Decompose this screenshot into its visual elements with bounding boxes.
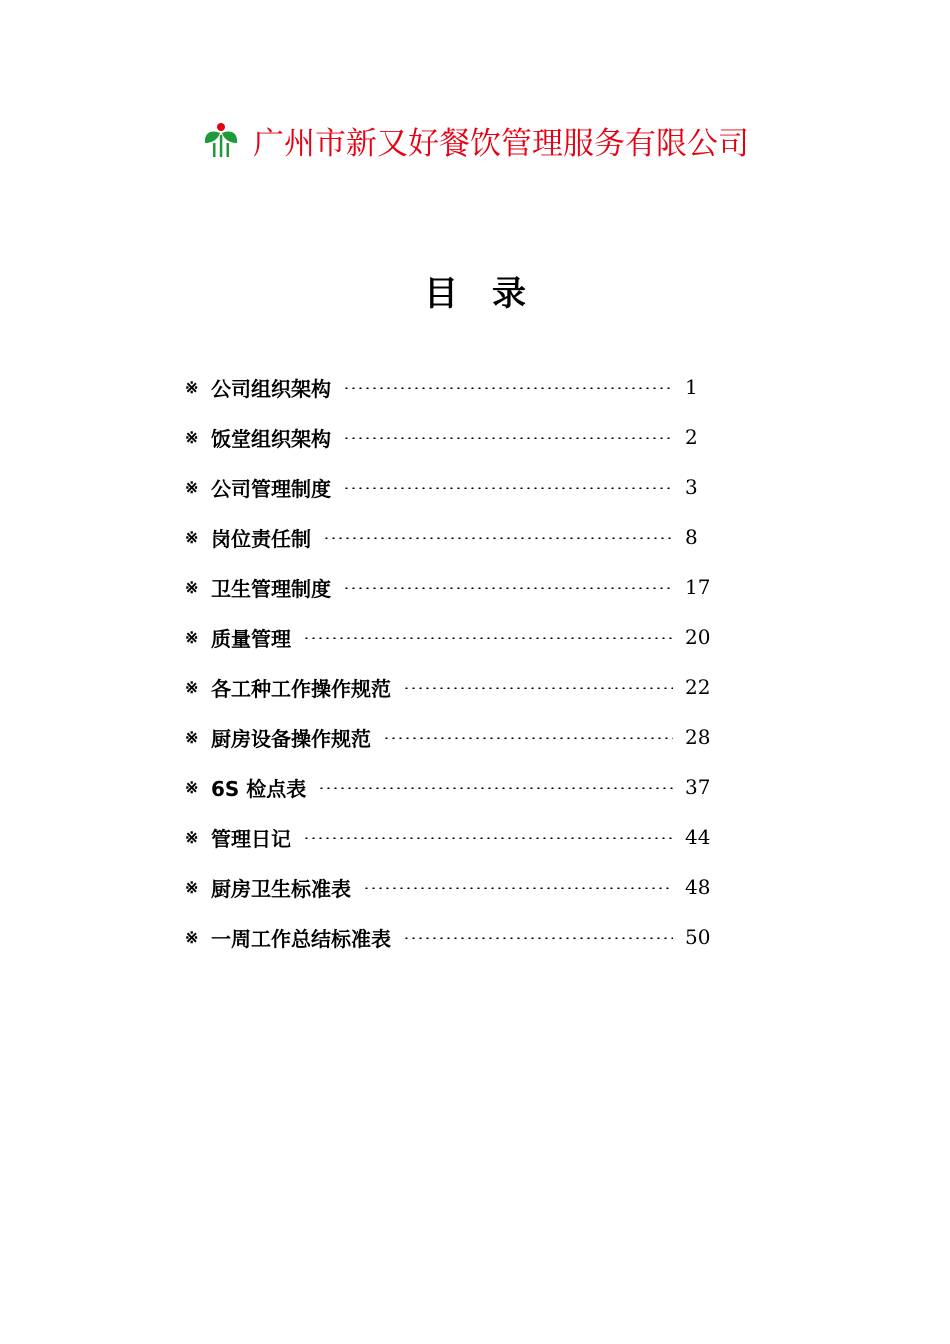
leaf-logo-icon [201, 121, 241, 161]
table-of-contents [185, 362, 725, 962]
toc-entry[interactable] [185, 862, 725, 912]
toc-page-number: 44 [685, 825, 711, 849]
document-header [0, 118, 950, 163]
toc-dot-leader [343, 387, 673, 389]
toc-entry[interactable] [185, 912, 725, 962]
toc-entry-label: 公司管理制度 [211, 476, 331, 501]
toc-marker: ※ [185, 727, 199, 747]
toc-marker: ※ [185, 627, 199, 647]
toc-page-number: 2 [685, 425, 698, 449]
toc-entry[interactable] [185, 562, 725, 612]
toc-title: 目录 [424, 274, 560, 314]
toc-dot-leader [363, 887, 673, 889]
toc-marker: ※ [185, 377, 199, 397]
toc-entry[interactable] [185, 362, 725, 412]
toc-entry-label: 厨房设备操作规范 [211, 726, 371, 751]
toc-entry-label: 一周工作总结标准表 [211, 926, 391, 951]
toc-dot-leader [403, 937, 673, 939]
toc-marker: ※ [185, 577, 199, 597]
toc-page-number: 22 [685, 675, 711, 699]
toc-entry-label: 质量管理 [211, 626, 291, 651]
toc-dot-leader [343, 587, 673, 589]
toc-entry[interactable] [185, 462, 725, 512]
toc-entry[interactable] [185, 812, 725, 862]
toc-entry[interactable] [185, 662, 725, 712]
toc-dot-leader [343, 437, 673, 439]
toc-entry-label: 公司组织架构 [211, 376, 331, 401]
toc-entry[interactable] [185, 412, 725, 462]
toc-page-number: 37 [685, 775, 711, 799]
toc-entry-label: 6S 检点表 [211, 776, 307, 801]
toc-entry[interactable] [185, 762, 725, 812]
toc-page-number: 8 [685, 525, 698, 549]
toc-marker: ※ [185, 927, 199, 947]
toc-page-number: 50 [685, 925, 711, 949]
company-name: 广州市新又好餐饮管理服务有限公司 [253, 126, 749, 162]
toc-entry-label: 岗位责任制 [211, 526, 311, 551]
toc-marker: ※ [185, 677, 199, 697]
toc-dot-leader [403, 687, 673, 689]
toc-entry[interactable] [185, 712, 725, 762]
toc-marker: ※ [185, 427, 199, 447]
toc-marker: ※ [185, 527, 199, 547]
toc-page-number: 20 [685, 625, 711, 649]
toc-marker: ※ [185, 777, 199, 797]
toc-entry[interactable] [185, 512, 725, 562]
toc-marker: ※ [185, 477, 199, 497]
toc-marker: ※ [185, 827, 199, 847]
toc-entry[interactable] [185, 612, 725, 662]
toc-page-number: 1 [685, 375, 698, 399]
toc-page-number: 3 [685, 475, 698, 499]
toc-marker: ※ [185, 877, 199, 897]
toc-entry-label: 饭堂组织架构 [211, 426, 331, 451]
toc-entry-label: 各工种工作操作规范 [211, 676, 391, 701]
toc-page-number: 28 [685, 725, 711, 749]
toc-dot-leader [303, 637, 673, 639]
toc-dot-leader [343, 487, 673, 489]
toc-dot-leader [323, 537, 673, 539]
toc-entry-label: 管理日记 [211, 826, 291, 851]
toc-entry-label: 厨房卫生标准表 [211, 876, 351, 901]
toc-entry-label: 卫生管理制度 [211, 576, 331, 601]
toc-dot-leader [303, 837, 673, 839]
toc-page-number: 17 [685, 575, 711, 599]
toc-dot-leader [383, 737, 673, 739]
toc-dot-leader [318, 787, 673, 789]
toc-page-number: 48 [685, 875, 711, 899]
